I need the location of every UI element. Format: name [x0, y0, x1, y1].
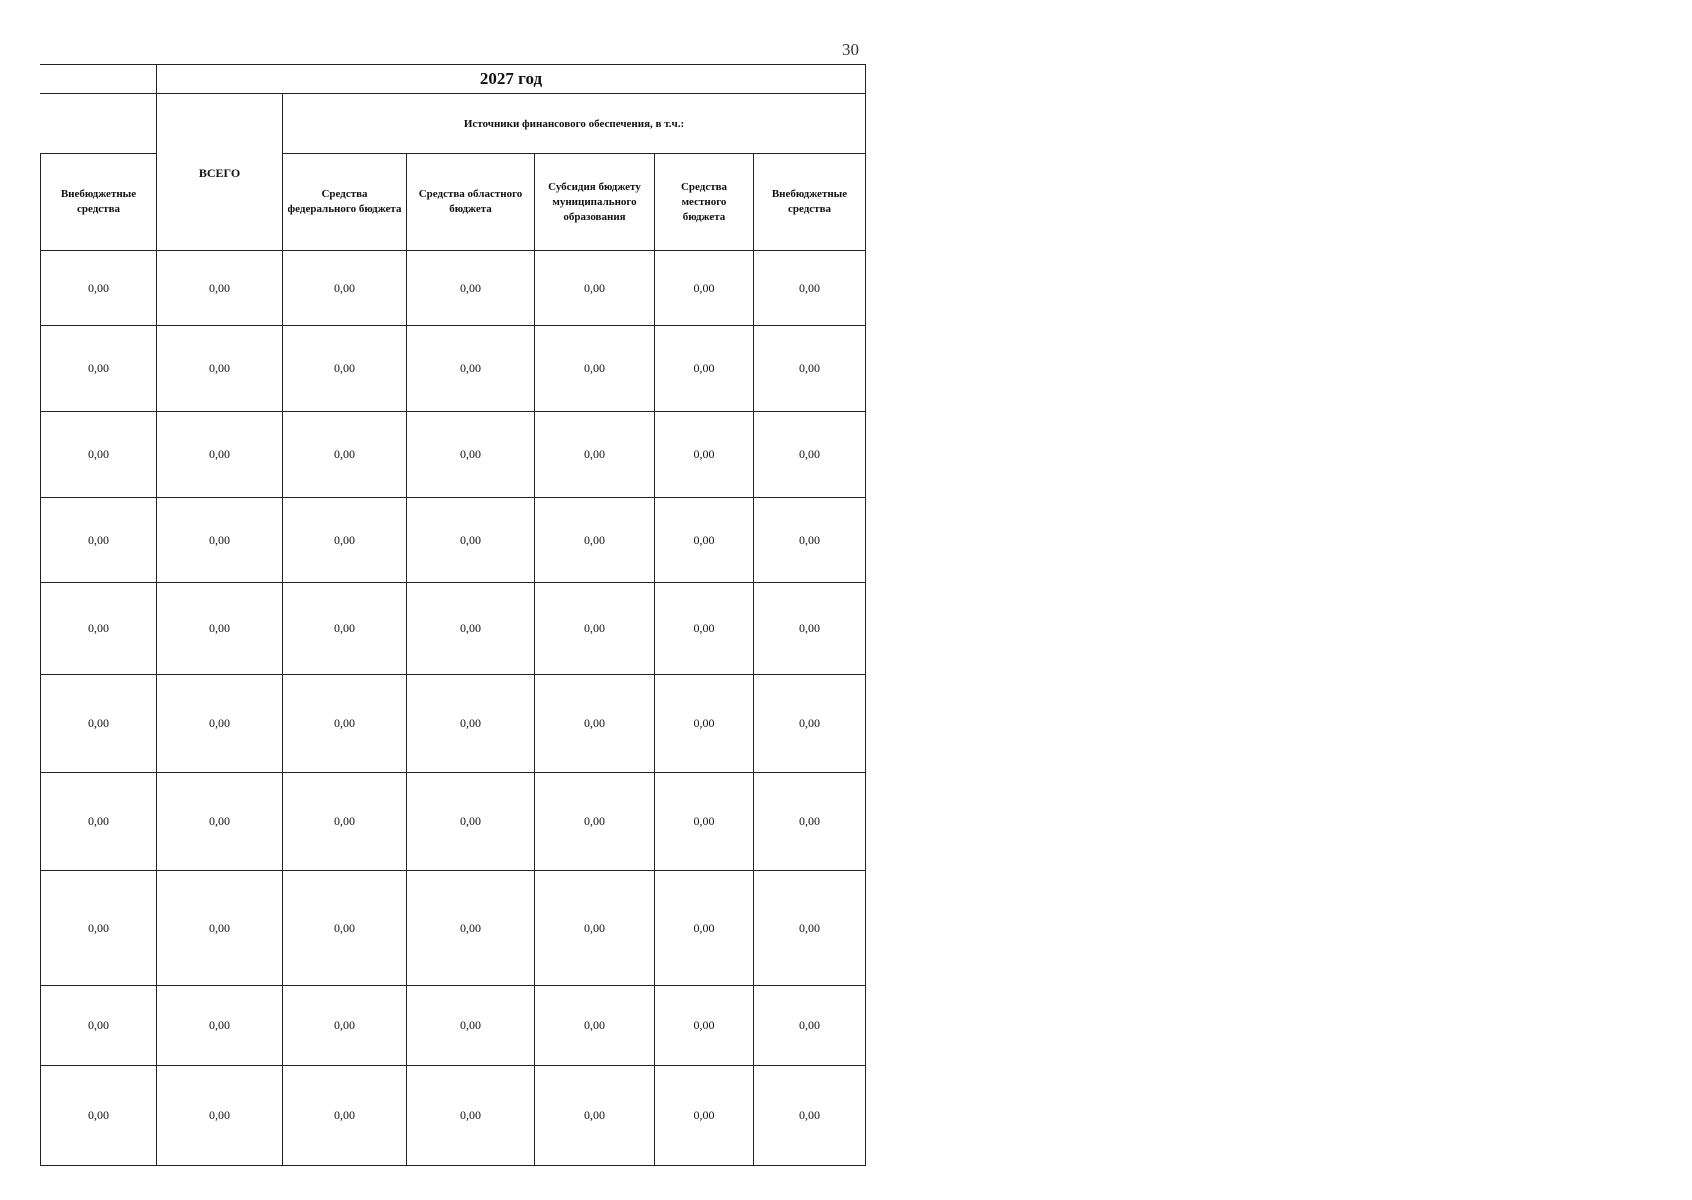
table-cell: 0,00 [460, 716, 481, 730]
column-header-offbudget: Внебюджетные средства [771, 188, 848, 215]
table-cell: 0,00 [584, 1108, 605, 1122]
table-cell: 0,00 [799, 920, 820, 935]
table-cell: 0,00 [209, 1108, 230, 1122]
table-cell: 0,00 [460, 621, 481, 635]
column-header-regional: Средства областного бюджета [418, 188, 523, 215]
table-cell: 0,00 [334, 621, 355, 635]
table-cell: 0,00 [209, 716, 230, 730]
table-cell: 0,00 [799, 1018, 820, 1032]
table-cell: 0,00 [88, 532, 109, 547]
table-cell: 0,00 [460, 920, 481, 935]
table-cell: 0,00 [799, 621, 820, 635]
table-cell: 0,00 [209, 447, 230, 461]
table-cell: 0,00 [88, 814, 109, 828]
table-cell: 0,00 [693, 621, 715, 635]
table-cell: 0,00 [334, 716, 355, 730]
table-cell: 0,00 [693, 814, 715, 828]
table-cell: 0,00 [334, 447, 355, 461]
table-cell: 0,00 [584, 280, 605, 295]
table-cell: 0,00 [584, 814, 605, 828]
table-cell: 0,00 [88, 716, 109, 730]
table-cell: 0,00 [799, 814, 820, 828]
table-cell: 0,00 [334, 280, 355, 295]
table-cell: 0,00 [799, 716, 820, 730]
finance-table [40, 64, 866, 1166]
table-cell: 0,00 [334, 1018, 355, 1032]
sources-title: Источники финансового обеспечения, в т.ч.: [463, 117, 685, 130]
table-cell: 0,00 [334, 532, 355, 547]
table-cell: 0,00 [88, 621, 109, 635]
table-cell: 0,00 [584, 621, 605, 635]
table-cell: 0,00 [460, 361, 481, 375]
table-cell: 0,00 [799, 280, 820, 295]
table-cell: 0,00 [799, 1108, 820, 1122]
table-cell: 0,00 [584, 716, 605, 730]
table-cell: 0,00 [209, 814, 230, 828]
table-cell: 0,00 [460, 1018, 481, 1032]
table-cell: 0,00 [460, 280, 481, 295]
table-rule [40, 1165, 866, 1166]
table-cell: 0,00 [334, 1108, 355, 1122]
table-cell: 0,00 [584, 532, 605, 547]
table-cell: 0,00 [799, 447, 820, 461]
column-header-local: Средства местного бюджета [680, 180, 728, 223]
table-cell: 0,00 [88, 920, 109, 935]
table-cell: 0,00 [584, 1018, 605, 1032]
table-cell: 0,00 [693, 1108, 715, 1122]
table-cell: 0,00 [334, 814, 355, 828]
column-header-total: ВСЕГО [198, 166, 241, 180]
column-header-municipal-subsidy: Субсидия бюджету муниципального образования [548, 180, 641, 223]
table-cell: 0,00 [460, 814, 481, 828]
table-cell: 0,00 [693, 716, 715, 730]
table-cell: 0,00 [693, 532, 715, 547]
table-cell: 0,00 [584, 447, 605, 461]
table-cell: 0,00 [88, 447, 109, 461]
table-cell: 0,00 [209, 920, 230, 935]
table-cell: 0,00 [88, 1108, 109, 1122]
column-header-offbudget-left: Внебюджетные средства [60, 188, 137, 215]
year-title: 2027 год [479, 68, 543, 88]
table-cell: 0,00 [334, 920, 355, 935]
table-cell: 0,00 [799, 532, 820, 547]
table-cell: 0,00 [209, 361, 230, 375]
table-cell: 0,00 [693, 447, 715, 461]
table-cell: 0,00 [460, 532, 481, 547]
table-cell: 0,00 [209, 621, 230, 635]
table-rule [865, 64, 866, 1166]
table-cell: 0,00 [693, 1018, 715, 1032]
column-header-federal: Средства федерального бюджета [287, 188, 402, 215]
table-cell: 0,00 [88, 1018, 109, 1032]
table-cell: 0,00 [693, 920, 715, 935]
table-cell: 0,00 [334, 361, 355, 375]
table-cell: 0,00 [584, 361, 605, 375]
table-cell: 0,00 [88, 280, 109, 295]
table-cell: 0,00 [460, 447, 481, 461]
page-number: 30 [842, 40, 859, 59]
table-cell: 0,00 [693, 280, 715, 295]
table-cell: 0,00 [460, 1108, 481, 1122]
table-cell: 0,00 [584, 920, 605, 935]
table-cell: 0,00 [693, 361, 715, 375]
table-cell: 0,00 [209, 1018, 230, 1032]
table-cell: 0,00 [88, 361, 109, 375]
table-cell: 0,00 [799, 361, 820, 375]
table-cell: 0,00 [209, 280, 230, 295]
table-cell: 0,00 [209, 532, 230, 547]
